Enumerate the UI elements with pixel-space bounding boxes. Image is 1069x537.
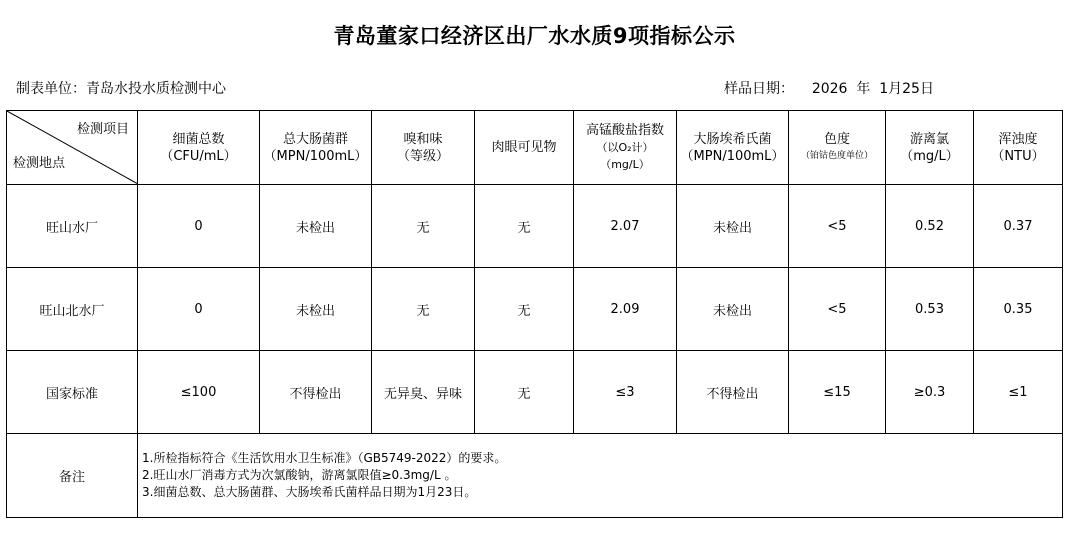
value-cell: ≥0.3: [886, 351, 974, 434]
value-cell: ≤100: [138, 351, 260, 434]
sample-date-label: 样品日期：: [724, 81, 794, 97]
issuing-unit: 制表单位：青岛水投水质检测中心: [16, 81, 226, 97]
remark-line: 2.旺山水厂消毒方式为次氯酸钠，游离氯限值≥0.3mg/L 。: [142, 468, 457, 482]
value-cell: <5: [789, 268, 886, 351]
remarks-content: [138, 434, 1063, 518]
header-odor: 嗅和味 （等级）: [372, 111, 475, 185]
value-cell: 无: [475, 268, 574, 351]
site-cell: 国家标准: [7, 351, 138, 434]
value-cell: 未检出: [260, 185, 372, 268]
value-cell: 2.07: [574, 185, 677, 268]
sample-date-value: 2026 年 1月25日: [811, 81, 934, 97]
value-cell: ≤15: [789, 351, 886, 434]
value-cell: 无: [475, 185, 574, 268]
value-cell: 0.53: [886, 268, 974, 351]
remarks-label: 备注: [7, 434, 138, 518]
header-row: [7, 111, 1063, 185]
header-permanganate: 高锰酸盐指数 （以O₂计） （mg/L）: [574, 111, 677, 185]
corner-cell: [7, 111, 138, 185]
header-color: 色度 （铂钴色度单位）: [789, 111, 886, 185]
page-title: 青岛董家口经济区出厂水水质9项指标公示: [333, 24, 736, 48]
sample-date: [724, 78, 934, 98]
corner-item-label: 检测项目: [76, 122, 129, 137]
value-cell: 未检出: [260, 268, 372, 351]
header-bacteria: 细菌总数 （CFU/mL）: [138, 111, 260, 185]
value-cell: 0: [138, 185, 260, 268]
remark-line: 1.所检指标符合《生活饮用水卫生标准》（GB5749-2022）的要求。: [142, 451, 507, 465]
header-visible-matter: 肉眼可见物: [475, 111, 574, 185]
value-cell: ≤3: [574, 351, 677, 434]
site-cell: 旺山北水厂: [7, 268, 138, 351]
header-coliform: 总大肠菌群 （MPN/100mL）: [260, 111, 372, 185]
value-cell: 无: [372, 268, 475, 351]
remarks-row: [7, 434, 1063, 518]
value-cell: 2.09: [574, 268, 677, 351]
value-cell: 0: [138, 268, 260, 351]
value-cell: ≤1: [974, 351, 1063, 434]
corner-site-label: 检测地点: [13, 156, 66, 171]
value-cell: 无: [475, 351, 574, 434]
value-cell: 0.52: [886, 185, 974, 268]
remark-line: 3.细菌总数、总大肠菌群、大肠埃希氏菌样品日期为1月23日。: [142, 485, 477, 499]
site-cell: 旺山水厂: [7, 185, 138, 268]
value-cell: 未检出: [677, 268, 789, 351]
header-turbidity: 浑浊度 （NTU）: [974, 111, 1063, 185]
value-cell: 0.35: [974, 268, 1063, 351]
value-cell: 未检出: [677, 185, 789, 268]
water-quality-table: [6, 110, 1063, 518]
value-cell: 0.37: [974, 185, 1063, 268]
value-cell: <5: [789, 185, 886, 268]
table-row: [7, 268, 1063, 351]
table-row: [7, 185, 1063, 268]
table-row: [7, 351, 1063, 434]
value-cell: 不得检出: [677, 351, 789, 434]
header-ecoli: 大肠埃希氏菌 （MPN/100mL）: [677, 111, 789, 185]
value-cell: 无异臭、异味: [372, 351, 475, 434]
header-free-chlorine: 游离氯 （mg/L）: [886, 111, 974, 185]
value-cell: 无: [372, 185, 475, 268]
value-cell: 不得检出: [260, 351, 372, 434]
